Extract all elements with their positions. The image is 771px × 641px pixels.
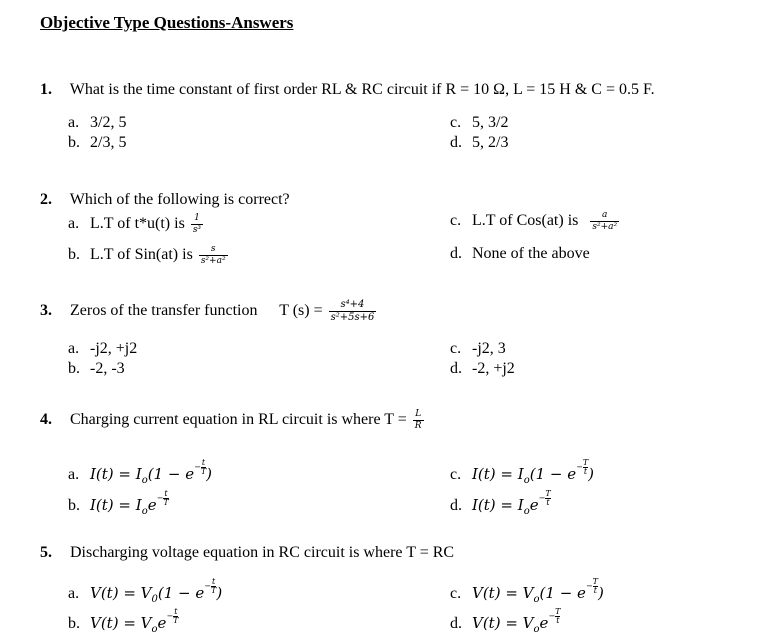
exponent: − $\frac{T}{t}$ xyxy=(548,607,561,625)
option-text: 5, 3/2 xyxy=(472,114,509,131)
option-letter: b. xyxy=(68,614,80,632)
exponent-numerator: t xyxy=(201,458,206,467)
option-letter: a. xyxy=(68,340,80,357)
option-3b xyxy=(68,361,125,377)
option-3a xyxy=(68,341,137,357)
option-4c xyxy=(450,459,594,486)
equation-body: e xyxy=(539,613,549,632)
option-text: -2, -3 xyxy=(90,360,125,377)
exponent: − $\frac{T}{t}$ xyxy=(538,489,551,507)
equation xyxy=(90,458,213,486)
question-2 xyxy=(40,192,290,208)
question-number: 2. xyxy=(40,191,52,208)
exponent-denominator: t xyxy=(593,586,597,595)
question-number: 4. xyxy=(40,411,52,429)
option-letter: d. xyxy=(450,360,462,377)
equation-lhs: V(t) = V xyxy=(472,613,534,632)
fraction-denominator: R xyxy=(414,421,422,431)
fraction xyxy=(590,211,619,232)
exponent: − $\frac{t}{T}$ xyxy=(156,489,169,507)
option-5d xyxy=(450,608,560,635)
equation-end: ) xyxy=(216,583,223,602)
subscript: 0 xyxy=(151,593,158,605)
fraction-denominator: s²+5s+6 xyxy=(330,312,375,323)
fraction-denominator: s³ xyxy=(192,225,202,235)
option-text: -j2, 3 xyxy=(472,340,506,357)
equation-lhs: V(t) = V xyxy=(90,613,152,632)
exponent-denominator: t xyxy=(546,498,550,507)
option-text: L.T of t*u(t) is xyxy=(90,215,185,233)
option-4a xyxy=(68,459,212,486)
exponent-denominator: t xyxy=(583,467,588,476)
fraction xyxy=(191,214,203,235)
option-letter: a. xyxy=(68,114,80,131)
fraction xyxy=(199,245,228,266)
equation-body: (1 − e xyxy=(529,464,577,483)
fraction-denominator: s²+a² xyxy=(592,222,618,232)
question-5 xyxy=(40,545,454,561)
option-1c xyxy=(450,115,508,131)
option-letter: d. xyxy=(450,245,462,262)
option-letter: c. xyxy=(450,465,462,483)
subscript: o xyxy=(523,474,530,486)
question-number: 1. xyxy=(40,81,52,98)
exponent-denominator: T xyxy=(210,586,217,595)
equation-lhs: I(t) = I xyxy=(90,495,142,514)
equation xyxy=(90,577,223,605)
exponent-numerator: T xyxy=(545,489,551,498)
option-text: L.T of Sin(at) is xyxy=(90,246,193,264)
fraction-numerator: s⁴+4 xyxy=(340,299,365,310)
subscript: o xyxy=(533,623,540,635)
option-1b xyxy=(68,135,126,151)
option-text: 3/2, 5 xyxy=(90,114,127,131)
option-4d xyxy=(450,490,551,517)
fraction-denominator: s²+a² xyxy=(200,256,226,266)
equation xyxy=(472,577,604,605)
fraction-numerator: s xyxy=(210,244,216,254)
option-letter: c. xyxy=(450,340,462,357)
option-text: -2, +j2 xyxy=(472,360,515,377)
option-letter: b. xyxy=(68,496,80,514)
equation-body: (1 − e xyxy=(539,583,586,602)
subscript: o xyxy=(523,505,530,517)
question-number: 5. xyxy=(40,544,52,561)
option-letter: b. xyxy=(68,246,80,264)
subscript: o xyxy=(141,474,148,486)
question-1 xyxy=(40,82,655,98)
exponent-numerator: T xyxy=(555,607,561,616)
equation xyxy=(472,607,561,635)
fraction-numerator: L xyxy=(415,409,422,419)
transfer-function-label: T (s) = xyxy=(279,302,323,320)
time-constant-fraction xyxy=(413,410,424,431)
equation-body: e xyxy=(529,495,539,514)
exponent: − $\frac{T}{t}$ xyxy=(585,577,598,595)
exponent-denominator: t xyxy=(556,616,560,625)
option-3c xyxy=(450,341,506,357)
equation xyxy=(90,489,169,517)
subscript: o xyxy=(151,623,158,635)
option-3d xyxy=(450,361,515,377)
option-letter: a. xyxy=(68,584,80,602)
option-2a xyxy=(68,214,205,235)
exponent-denominator: T xyxy=(163,498,169,507)
option-letter: d. xyxy=(450,614,462,632)
exponent-denominator: T xyxy=(200,467,207,476)
subscript: o xyxy=(533,593,540,605)
question-number: 3. xyxy=(40,302,52,320)
fraction-numerator: 1 xyxy=(194,213,200,223)
equation-lhs: V(t) = V xyxy=(90,583,152,602)
exponent-denominator: T xyxy=(173,616,179,625)
exponent-numerator: t xyxy=(174,607,178,616)
equation-body: (1 − e xyxy=(147,464,195,483)
option-letter: d. xyxy=(450,134,462,151)
equation-body: (1 − e xyxy=(157,583,205,602)
option-text: None of the above xyxy=(472,245,590,262)
option-1d xyxy=(450,135,508,151)
equation xyxy=(472,489,551,517)
exponent-numerator: T xyxy=(592,577,598,586)
question-text: Which of the following is correct? xyxy=(69,191,290,208)
option-letter: c. xyxy=(450,584,462,602)
fraction-numerator: a xyxy=(602,210,608,220)
option-letter: c. xyxy=(450,212,462,230)
option-letter: b. xyxy=(68,134,80,151)
question-text: Discharging voltage equation in RC circuit is where T = RC xyxy=(70,544,455,561)
exponent: − $\frac{t}{T}$ xyxy=(204,577,217,595)
equation-lhs: I(t) = I xyxy=(472,495,524,514)
option-2d xyxy=(450,246,590,262)
option-2c xyxy=(450,211,621,232)
option-5a xyxy=(68,578,222,605)
exponent: − $\frac{t}{T}$ xyxy=(166,607,179,625)
option-text: 2/3, 5 xyxy=(90,134,127,151)
option-text: L.T of Cos(at) is xyxy=(472,212,579,230)
exponent: − $\frac{T}{t}$ xyxy=(576,458,589,476)
option-5b xyxy=(68,608,178,635)
equation-end: ) xyxy=(206,464,213,483)
exponent-numerator: T xyxy=(582,458,589,467)
exponent-numerator: t xyxy=(212,577,216,586)
equation-lhs: I(t) = I xyxy=(472,464,524,483)
exponent: − $\frac{t}{T}$ xyxy=(194,458,207,476)
option-letter: a. xyxy=(68,465,80,483)
option-5c xyxy=(450,578,604,605)
question-4 xyxy=(40,410,426,431)
equation-end: ) xyxy=(597,583,604,602)
question-text: Charging current equation in RL circuit is where T = xyxy=(70,411,407,429)
option-text: -j2, +j2 xyxy=(90,340,138,357)
option-1a xyxy=(68,115,126,131)
question-3 xyxy=(40,300,378,323)
option-letter: d. xyxy=(450,496,462,514)
equation-lhs: V(t) = V xyxy=(472,583,534,602)
equation-lhs: I(t) = I xyxy=(90,464,142,483)
equation xyxy=(472,458,595,486)
exponent-numerator: t xyxy=(164,489,168,498)
equation xyxy=(90,607,179,635)
page-title: Objective Type Questions-Answers xyxy=(40,13,294,32)
equation-body: e xyxy=(147,495,157,514)
equation-end: ) xyxy=(588,464,595,483)
option-letter: b. xyxy=(68,360,80,377)
option-4b xyxy=(68,490,169,517)
question-text: What is the time constant of first order RL & RC circuit if R = 10 Ω, L = 15 H & C = 0.5 F. xyxy=(69,81,655,98)
equation-body: e xyxy=(157,613,167,632)
option-letter: c. xyxy=(450,114,462,131)
question-text: Zeros of the transfer function xyxy=(70,302,258,320)
transfer-function-fraction xyxy=(329,300,377,323)
subscript: o xyxy=(141,505,148,517)
option-2b xyxy=(68,245,230,266)
option-letter: a. xyxy=(68,215,80,233)
option-text: 5, 2/3 xyxy=(472,134,509,151)
